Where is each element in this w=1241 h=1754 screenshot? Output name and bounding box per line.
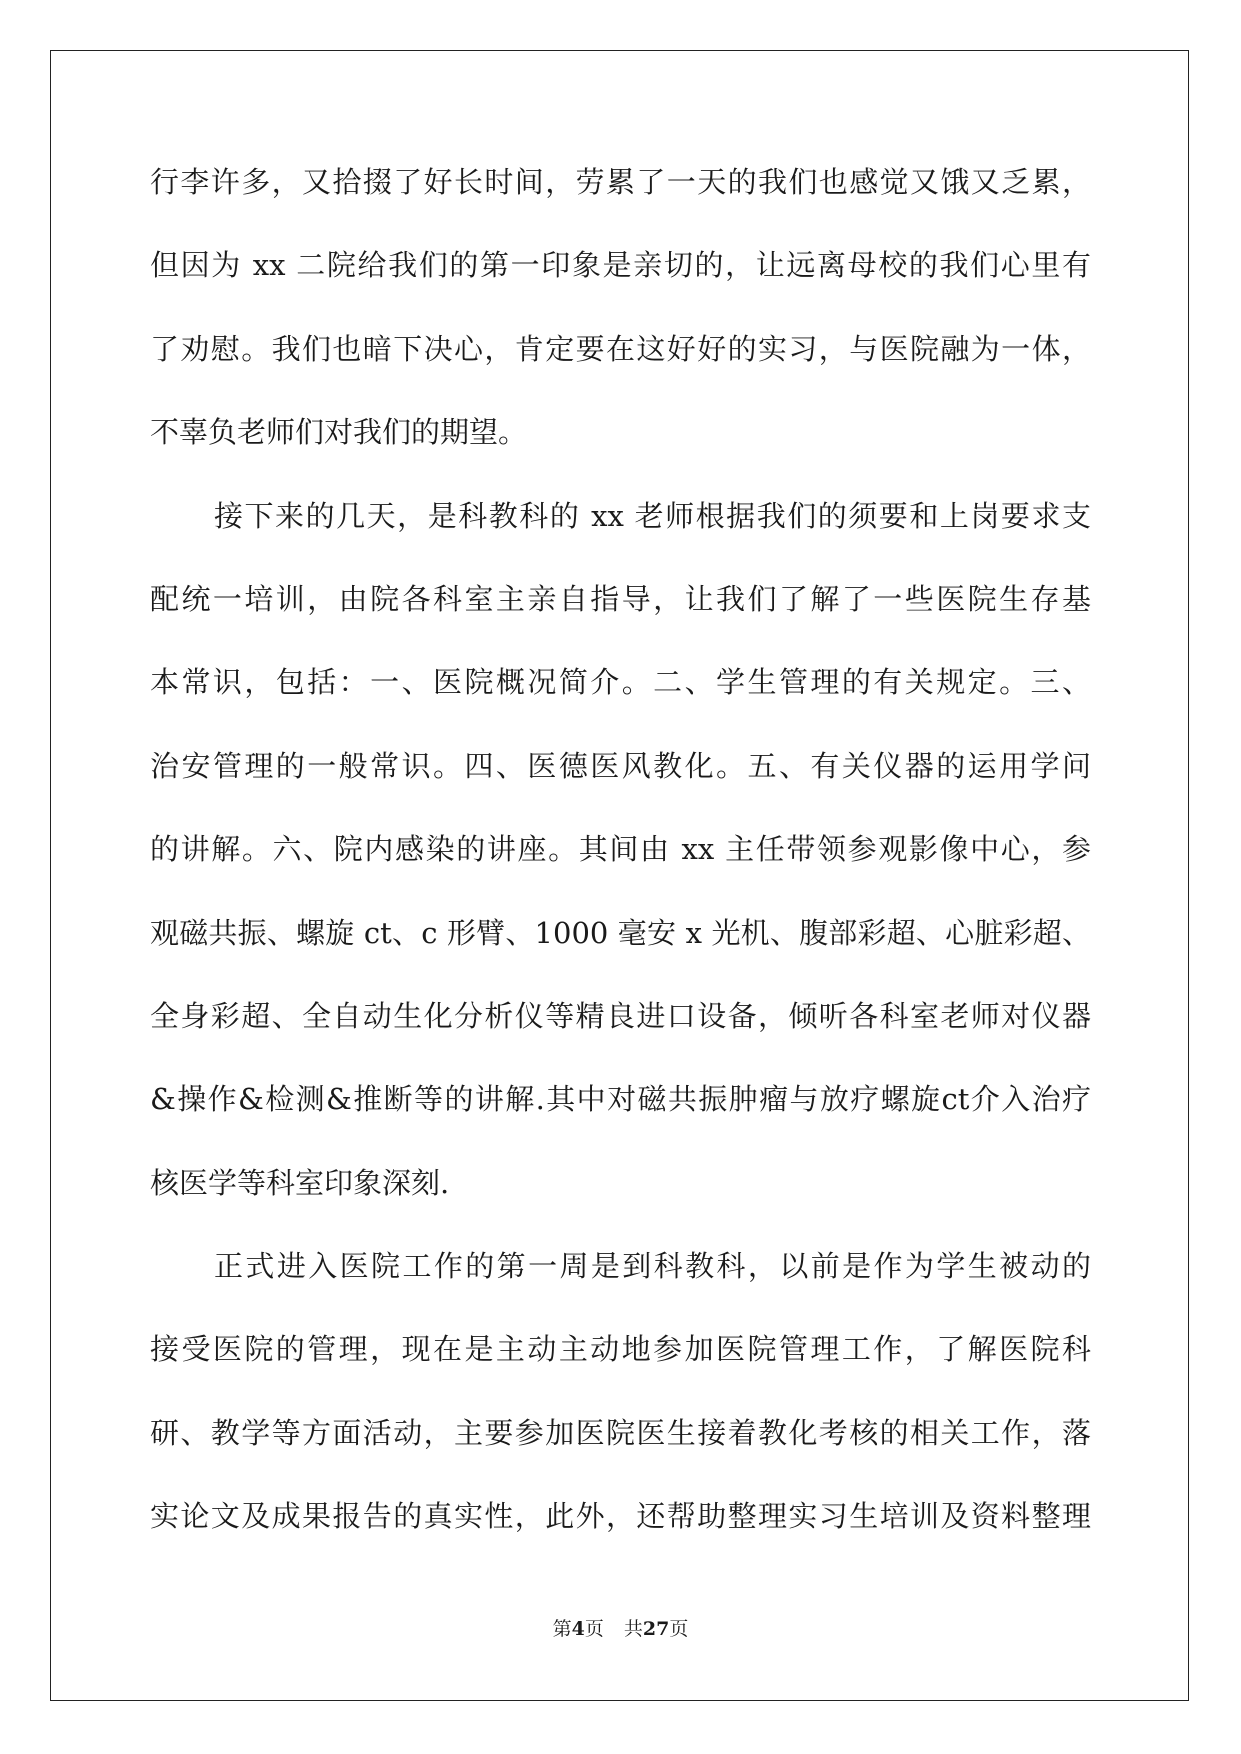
- paragraph-first-line: 接下来的几天，是科教科的 xx 老师根据我们的须要和上岗要求支: [214, 498, 1091, 533]
- text-line: 观磁共振、螺旋 ct、c 形臂、1000 毫安 x 光机、腹部彩超、心脏彩超、: [150, 915, 1091, 950]
- total-pages: 27: [642, 1618, 670, 1640]
- page-footer: [0, 1614, 1241, 1641]
- text-line: 行李许多，又拾掇了好长时间，劳累了一天的我们也感觉又饿又乏累，: [150, 165, 1091, 199]
- page-prefix: 第: [552, 1618, 572, 1640]
- total-suffix: 页: [669, 1618, 689, 1640]
- paragraph-first-line: 正式进入医院工作的第一周是到科教科，以前是作为学生被动的: [214, 1249, 1091, 1284]
- text-line: 了劝慰。我们也暗下决心，肯定要在这好好的实习，与医院融为一体，: [150, 331, 1091, 366]
- document-body: [150, 161, 1091, 1579]
- text-line: 的讲解。六、院内感染的讲座。其间由 xx 主任带领参观影像中心，参: [150, 832, 1091, 867]
- page-suffix: 页: [584, 1618, 604, 1640]
- text-line: 全身彩超、全自动生化分析仪等精良进口设备，倾听各科室老师对仪器: [150, 998, 1091, 1033]
- text-line: 实论文及成果报告的真实性，此外，还帮助整理实习生培训及资料整理: [150, 1499, 1091, 1534]
- text-line: 不辜负老师们对我们的期望。: [150, 415, 528, 450]
- text-line: 本常识，包括：一、医院概况简介。二、学生管理的有关规定。三、: [150, 665, 1091, 700]
- total-prefix: 共: [623, 1618, 643, 1640]
- page-number: 4: [571, 1618, 585, 1640]
- text-line: 核医学等科室印象深刻.: [150, 1165, 450, 1200]
- text-line: 配统一培训，由院各科室主亲自指导，让我们了解了一些医院生存基: [150, 581, 1091, 616]
- text-line: 接受医院的管理，现在是主动主动地参加医院管理工作，了解医院科: [150, 1332, 1091, 1367]
- text-line: 治安管理的一般常识。四、医德医风教化。五、有关仪器的运用学问: [150, 748, 1091, 783]
- text-line: 研、教学等方面活动，主要参加医院医生接着教化考核的相关工作，落: [150, 1415, 1091, 1450]
- text-line: 但因为 xx 二院给我们的第一印象是亲切的，让远离母校的我们心里有: [150, 248, 1091, 283]
- text-line: &操作&检测&推断等的讲解.其中对磁共振肿瘤与放疗螺旋ct介入治疗: [150, 1082, 1091, 1117]
